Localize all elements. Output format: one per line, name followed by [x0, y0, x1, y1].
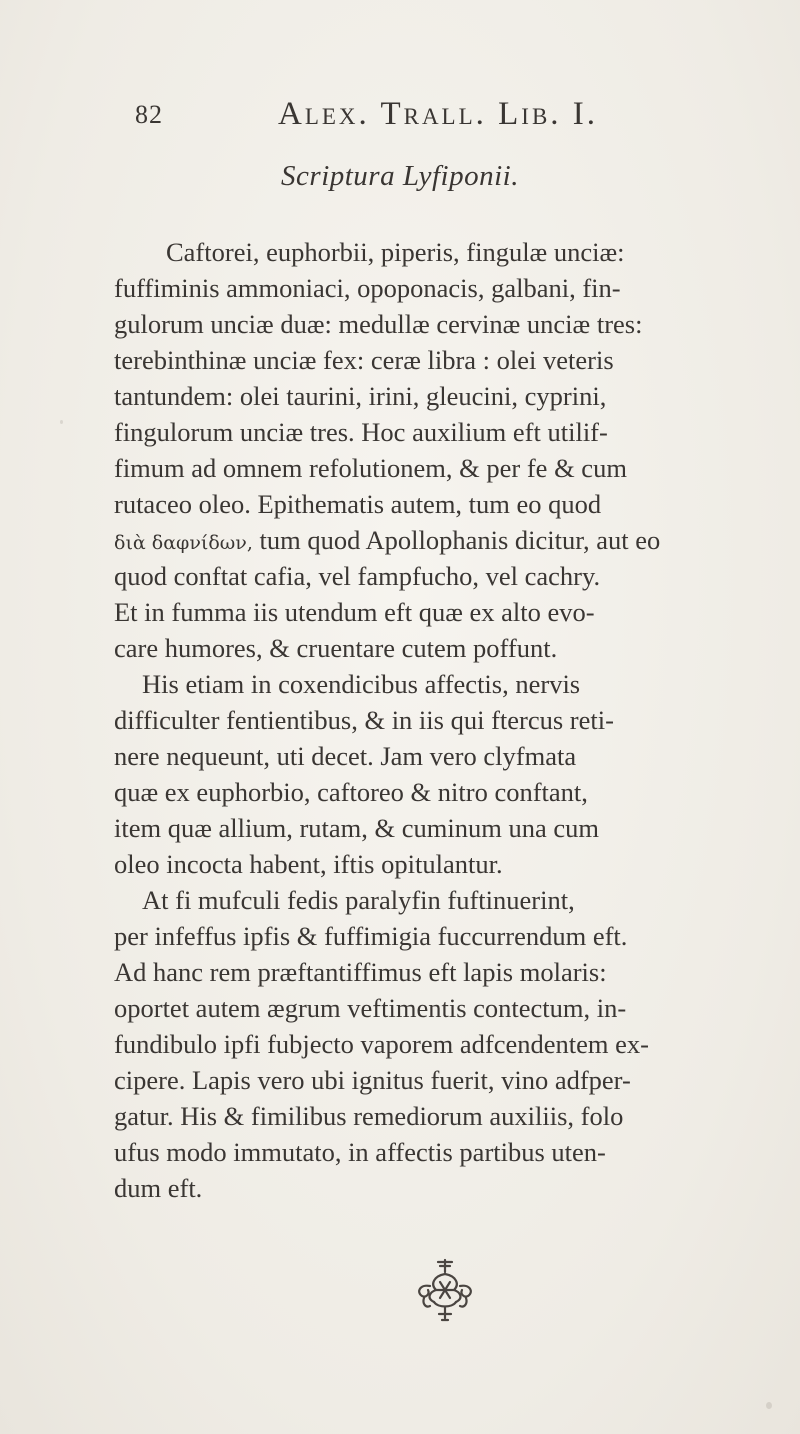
text-line-tail: tum quod Apollophanis dicitur, aut eo [259, 525, 661, 555]
text-line: oleo incocta habent, iftis opitulantur. [114, 849, 503, 879]
paper-stain [766, 1402, 772, 1409]
text-line: tantundem: olei taurini, irini, gleucini, cyprini, [114, 381, 607, 411]
text-line: cipere. Lapis vero ubi ignitus fuerit, vino adfper- [114, 1065, 631, 1095]
greek-phrase: διὰ δαφνίδων, [114, 532, 253, 554]
text-line: fimum ad omnem refolutionem, & per fe & cum [114, 453, 627, 483]
text-line: gulorum unciæ duæ: medullæ cervinæ unciæ tres: [114, 309, 643, 339]
text-line: terebinthinæ unciæ fex: ceræ libra : olei veteris [114, 345, 614, 375]
text-line: Caftorei, euphorbii, piperis, fingulæ unciæ: [166, 237, 625, 267]
text-line: Et in fumma iis utendum eft quæ ex alto evo- [114, 597, 595, 627]
text-line: quæ ex euphorbio, caftoreo & nitro conftant, [114, 777, 588, 807]
text-line: nere nequeunt, uti decet. Jam vero clyfmata [114, 741, 577, 771]
text-line: item quæ allium, rutam, & cuminum una cum [114, 813, 600, 843]
text-line: fuffiminis ammoniaci, opoponacis, galbani, fin- [114, 273, 621, 303]
text-line: difficulter fentientibus, & in iis qui ftercus reti- [114, 705, 614, 735]
text-line: gatur. His & fimilibus remediorum auxiliis, folo [114, 1101, 624, 1131]
text-line: ufus modo immutato, in affectis partibus uten- [114, 1137, 606, 1167]
floral-ornament-icon [390, 1252, 500, 1342]
text-line: dum eft. [114, 1173, 203, 1203]
text-line: oportet autem ægrum veftimentis contectum, in- [114, 993, 627, 1023]
running-head: Alex. Trall. Lib. I. [278, 96, 599, 132]
text-line: per infeffus ipfis & fuffimigia fuccurrendum eft. [114, 921, 628, 951]
text-line: His etiam in coxendicibus affectis, nervis [142, 669, 581, 699]
page-header [135, 96, 695, 140]
text-line: care humores, & cruentare cutem poffunt. [114, 633, 558, 663]
text-line [114, 522, 660, 558]
section-title: Scriptura Lyfiponii. [281, 160, 519, 192]
page-number: 82 [135, 100, 163, 129]
text-line: fundibulo ipfi fubjecto vaporem adfcendentem ex- [114, 1029, 649, 1059]
text-line: fingulorum unciæ tres. Hoc auxilium eft utilif- [114, 417, 608, 447]
text-line: Ad hanc rem præftantiffimus eft lapis molaris: [114, 957, 607, 987]
text-line: At fi mufculi fedis paralyfin fuftinuerint, [142, 885, 575, 915]
paper-stain [60, 420, 63, 424]
text-line: quod conftat cafia, vel fampfucho, vel cachry. [114, 561, 601, 591]
text-line: rutaceo oleo. Epithematis autem, tum eo quod [114, 489, 602, 519]
